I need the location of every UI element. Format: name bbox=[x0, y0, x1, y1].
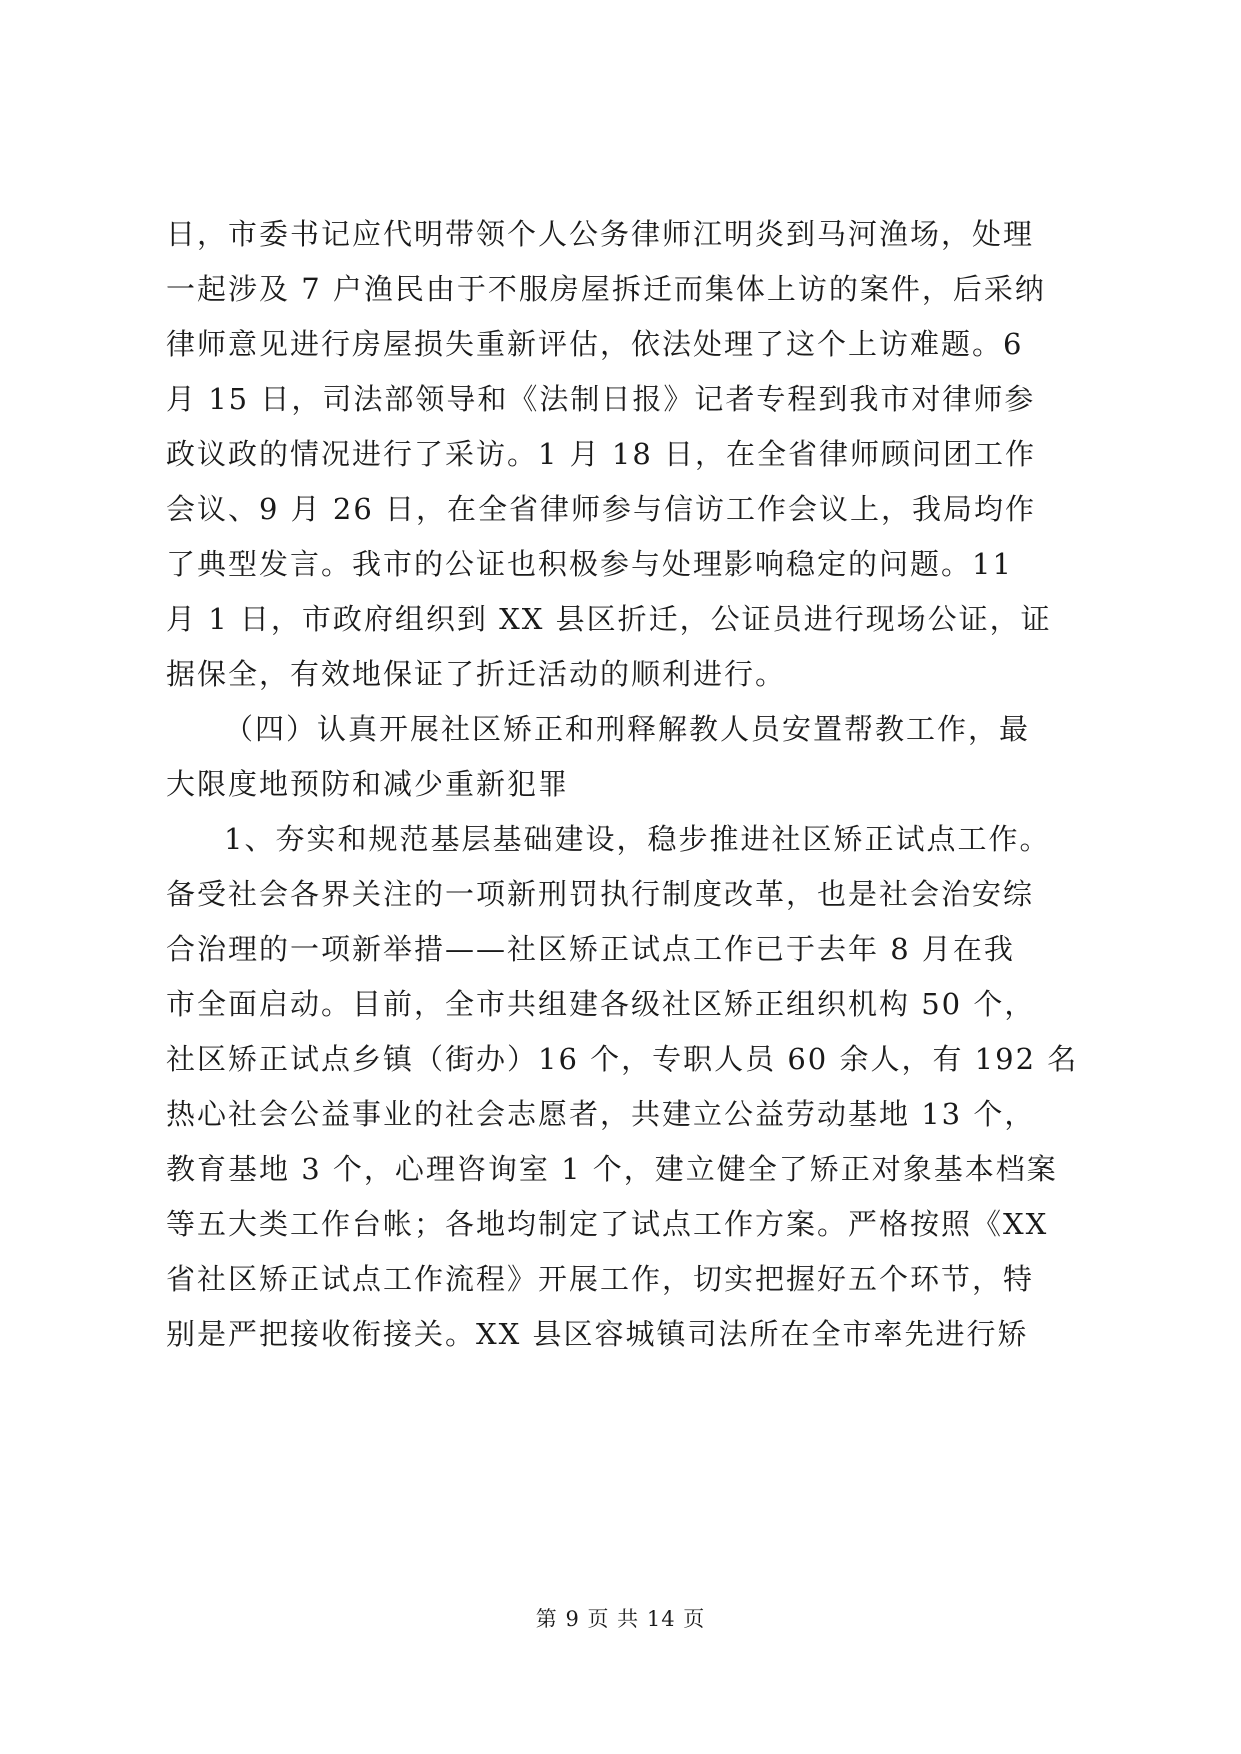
text-line-19: 等五大类工作台帐；各地均制定了试点工作方案。严格按照《XX bbox=[166, 1207, 1049, 1241]
page-number-footer: 第 9 页 共 14 页 bbox=[535, 1607, 706, 1631]
text-line-7: 了典型发言。我市的公证也积极参与处理影响稳定的问题。11 bbox=[166, 547, 1013, 581]
text-line-15: 市全面启动。目前，全市共组建各级社区矫正组织机构 50 个， bbox=[166, 987, 1036, 1021]
text-line-3: 律师意见进行房屋损失重新评估，依法处理了这个上访难题。6 bbox=[166, 327, 1024, 361]
text-line-1: 日，市委书记应代明带领个人公务律师江明炎到马河渔场，处理 bbox=[166, 217, 1035, 251]
text-line-9: 据保全，有效地保证了折迁活动的顺利进行。 bbox=[166, 657, 787, 691]
text-line-18: 教育基地 3 个，心理咨询室 1 个，建立健全了矫正对象基本档案 bbox=[166, 1152, 1058, 1186]
text-line-6: 会议、9 月 26 日，在全省律师参与信访工作会议上，我局均作 bbox=[166, 492, 1037, 526]
text-line-20: 省社区矫正试点工作流程》开展工作，切实把握好五个环节，特 bbox=[166, 1262, 1035, 1296]
section-heading-line-2: 大限度地预防和减少重新犯罪 bbox=[166, 767, 570, 801]
text-line-5: 政议政的情况进行了采访。1 月 18 日，在全省律师顾问团工作 bbox=[166, 437, 1037, 471]
text-line-2: 一起涉及 7 户渔民由于不服房屋拆迁而集体上访的案件，后采纳 bbox=[166, 272, 1046, 306]
text-line-17: 热心社会公益事业的社会志愿者，共建立公益劳动基地 13 个， bbox=[166, 1097, 1036, 1131]
text-line-12: 1、夯实和规范基层基础建设，稳步推进社区矫正试点工作。 bbox=[224, 822, 1051, 856]
section-heading-line-1: （四）认真开展社区矫正和刑释解教人员安置帮教工作，最 bbox=[224, 712, 1031, 746]
text-line-14: 合治理的一项新举措——社区矫正试点工作已于去年 8 月在我 bbox=[166, 932, 1015, 966]
text-line-21: 别是严把接收衔接关。XX 县区容城镇司法所在全市率先进行矫 bbox=[166, 1317, 1029, 1351]
text-line-16: 社区矫正试点乡镇（街办）16 个，专职人员 60 余人，有 192 名 bbox=[166, 1042, 1079, 1076]
text-line-8: 月 1 日，市政府组织到 XX 县区折迁，公证员进行现场公证，证 bbox=[166, 602, 1052, 636]
text-line-4: 月 15 日，司法部领导和《法制日报》记者专程到我市对律师参 bbox=[166, 382, 1036, 416]
text-line-13: 备受社会各界关注的一项新刑罚执行制度改革，也是社会治安综 bbox=[166, 877, 1035, 911]
